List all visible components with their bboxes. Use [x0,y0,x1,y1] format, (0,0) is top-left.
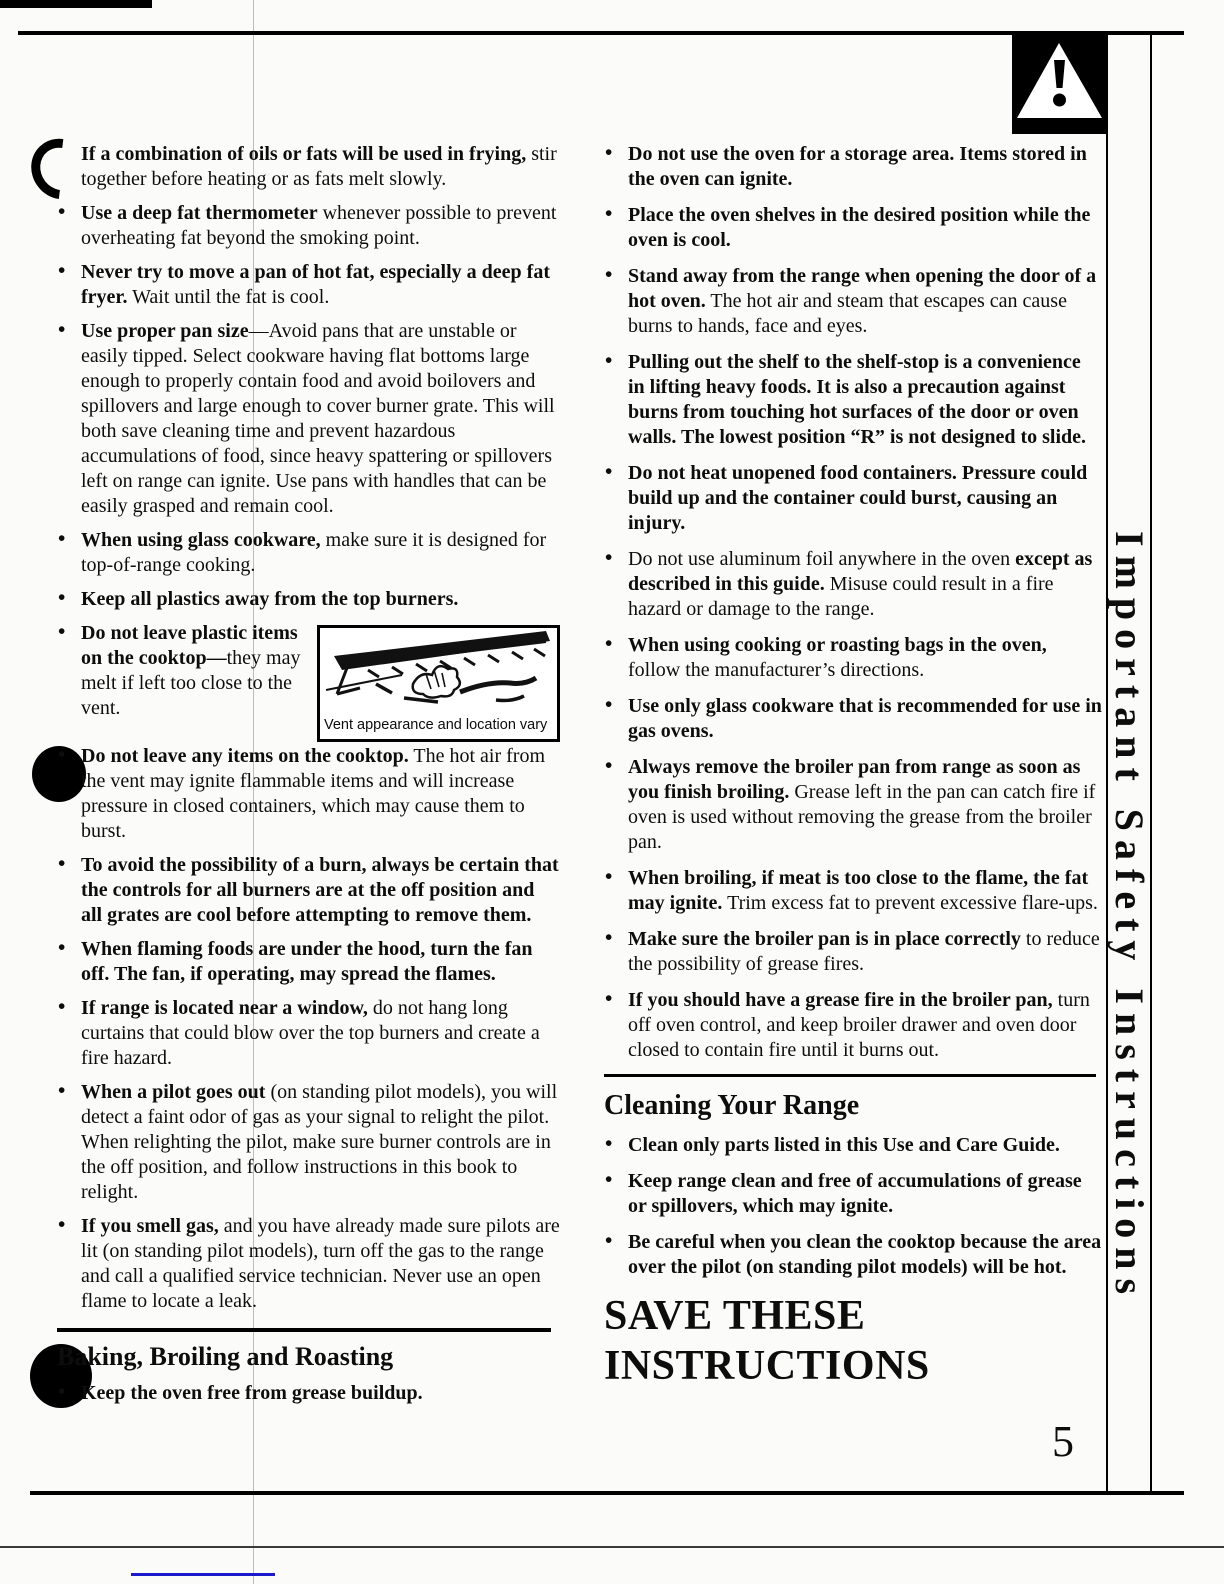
list-item: • Use proper pan size—Avoid pans that are unstable or easily tipped. Select cookware having flat bottoms large enough to properly contain food and avoid boilovers and spillovers and large enough to cover burner grate. This will both save cleaning time and prevent hazardous accumulations of food, since heavy spattering or spillovers left on range can ignite. Use pans with handles that can be easily grasped and remain cool. [55,319,560,519]
list-item: • Do not heat unopened food containers. Pressure could build up and the container could burst, causing an injury. [602,461,1102,536]
list-item: • When a pilot goes out (on standing pilot models), you will detect a faint odor of gas as your signal to relight the pilot. When relighting the pilot, make sure burner controls are in the off position, and follow instructions in this book to relight. [55,1080,560,1205]
list-item: • Use a deep fat thermometer whenever possible to prevent overheating fat beyond the smoking point. [55,201,560,251]
scan-edge-artifact [0,0,152,8]
list-item: • Make sure the broiler pan is in place correctly to reduce the possibility of grease fires. [602,927,1102,977]
sidebar-title-strip [1106,33,1152,1491]
footer-divider [0,1546,1224,1548]
section-heading: Cleaning Your Range [604,1090,860,1121]
top-divider [18,31,1184,35]
list-item: • Keep range clean and free of accumulations of grease or spillovers, which may ignite. [602,1169,1102,1219]
list-item: • Pulling out the shelf to the shelf-stop is a convenience in lifting heavy foods. It is also a precaution against burns from touching hot surfaces of the door or oven walls. The lowest position “R” is not designed to slide. [602,350,1102,450]
cooktop-vent-row [55,621,560,744]
list-item: • Clean only parts listed in this Use and Care Guide. [602,1133,1102,1158]
list-item: • Never try to move a pan of hot fat, especially a deep fat fryer. Wait until the fat is cool. [55,260,560,310]
list-item: • Place the oven shelves in the desired position while the oven is cool. [602,203,1102,253]
left-column [55,142,560,1415]
list-item: • If you should have a grease fire in the broiler pan, turn off oven control, and keep broiler drawer and oven door closed to contain fire until it burns out. [602,988,1102,1063]
right-column [602,142,1102,1391]
list-item: • Do not use aluminum foil anywhere in the oven except as described in this guide. Misuse could result in a fire hazard or damage to the range. [602,547,1102,622]
page-number: 5 [1052,1417,1074,1466]
figure-caption: Vent appearance and location vary [324,717,548,733]
list-item: • Keep the oven free from grease buildup. [55,1381,560,1406]
list-item: • Use only glass cookware that is recommended for use in gas ovens. [602,694,1102,744]
list-item: • Keep all plastics away from the top burners. [55,587,560,612]
list-item: • If range is located near a window, do not hang long curtains that could blow over the top burners and create a fire hazard. [55,996,560,1071]
footer-blue-mark [131,1573,275,1576]
list-item: • If you smell gas, and you have already made sure pilots are lit (on standing pilot models), turn off the gas to the range and call a qualified service technician. Never use an open flame to locate a leak. [55,1214,560,1314]
section-divider [57,1328,551,1332]
warning-icon [1012,33,1107,134]
list-item: • Be careful when you clean the cooktop because the area over the pilot (on standing pilot models) will be hot. [602,1230,1102,1280]
list-item: • Always remove the broiler pan from range as soon as you finish broiling. Grease left in the pan can catch fire if oven is used without removing the grease from the broiler pan. [602,755,1102,855]
bottom-divider [30,1491,1184,1495]
list-item: • When flaming foods are under the hood, turn the fan off. The fan, if operating, may spread the flames. [55,937,560,987]
sidebar-title: Important Safety Instructions [1107,531,1152,1304]
list-item: • Do not leave any items on the cooktop. The hot air from the vent may ignite flammable items and will increase pressure in closed containers, which may cause them to burst. [55,744,560,844]
list-item: • When using cooking or roasting bags in the oven, follow the manufacturer’s directions. [602,633,1102,683]
save-instructions-heading: SAVE THESE INSTRUCTIONS [604,1293,930,1389]
section-heading: Baking, Broiling and Roasting [57,1342,394,1371]
list-item: • Stand away from the range when opening the door of a hot oven. The hot air and steam that escapes can cause burns to hands, face and eyes. [602,264,1102,339]
list-item: • When broiling, if meat is too close to the flame, the fat may ignite. Trim excess fat to prevent excessive flare-ups. [602,866,1102,916]
section-divider [604,1074,1096,1077]
list-item: • When using glass cookware, make sure it is designed for top-of-range cooking. [55,528,560,578]
list-item: • Do not leave plastic items on the cooktop—they may melt if left too close to the vent. [55,621,560,721]
list-item: • Do not use the oven for a storage area. Items stored in the oven can ignite. [602,142,1102,192]
list-item: • To avoid the possibility of a burn, always be certain that the controls for all burners are at the off position and all grates are cool before attempting to remove them. [55,853,560,928]
list-item: If a combination of oils or fats will be used in frying, stir together before heating or as fats melt slowly. [81,143,557,190]
